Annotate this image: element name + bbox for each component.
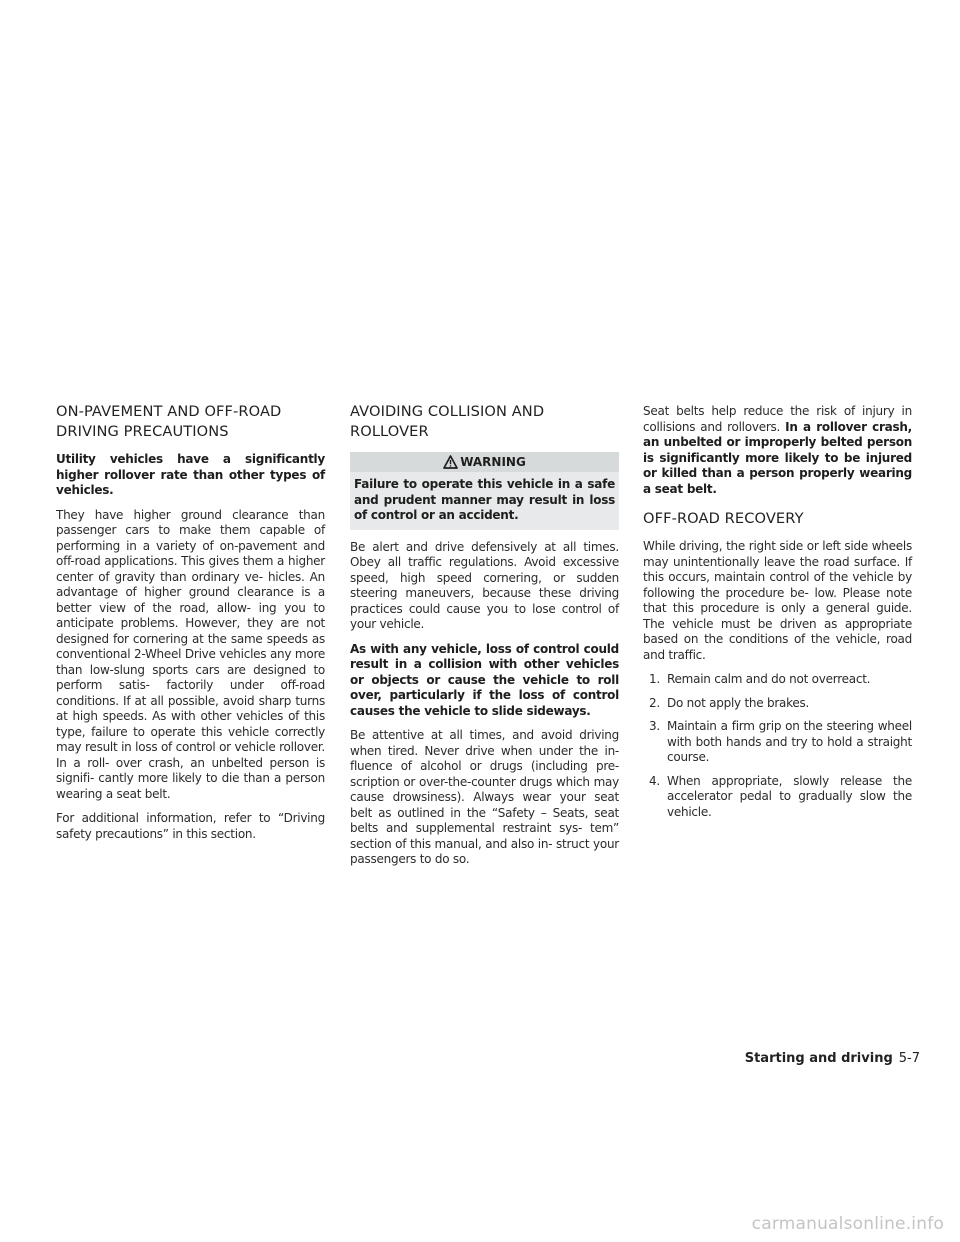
warning-box (350, 452, 619, 530)
section-heading-off-road-recovery: OFF-ROAD RECOVERY (643, 510, 804, 527)
list-item (643, 696, 912, 712)
step-number: 4. (649, 773, 660, 788)
column-1 (56, 402, 325, 851)
warning-triangle-icon (443, 455, 458, 469)
page-number: 5-7 (898, 1051, 920, 1066)
seatbelt-text: Seat belts help reduce the risk of injury in collisions and rollovers. (643, 404, 912, 434)
footer-section-title: Starting and driving (744, 1051, 893, 1066)
step-text: Maintain a firm grip on the steering wheel with both hands and try to hold a straight course. (667, 719, 912, 764)
body-paragraph: Be alert and drive defensively at all times. Obey all traffic regulations. Avoid excessive speed, high speed cornering, or sudden steering maneuvers, because these driving practices could cause you to lose control of your vehicle. (350, 539, 619, 631)
column-2 (350, 402, 619, 877)
section-heading-avoiding-collision: AVOIDING COLLISION AND ROLLOVER (350, 403, 545, 440)
seatbelt-paragraph (643, 404, 912, 497)
list-item (643, 672, 912, 688)
step-text: Remain calm and do not overreact. (667, 672, 871, 686)
warning-text: Failure to operate this vehicle in a safe and prudent manner may result in loss of control or an accident. (350, 472, 619, 530)
bold-paragraph: As with any vehicle, loss of control could result in a collision with other vehicles or objects or cause the vehicle to roll over, particularly if the loss of control causes the vehicle to slide sideways. (350, 641, 619, 718)
column-3 (643, 404, 912, 828)
section-heading-on-pavement: ON-PAVEMENT AND OFF-ROAD DRIVING PRECAUTIONS (56, 403, 282, 440)
body-paragraph: They have higher ground clearance than passenger cars to make them capable of performing in a variety of on-pavement and off-road applications. This gives them a higher center of gravity than ordinary ve- hicles. An advantage of higher ground clearance is a better view of the road, allow- ing you to anticipate problems. However, they are not designed for cornering at the same speeds as conventional 2-Wheel Drive vehicles any more than low-slung sports cars are designed to perform satis- factorily under off-road conditions. If at all possible, avoid sharp turns at high speeds. As with other vehicles of this type, failure to operate this vehicle correctly may result in loss of control or vehicle rollover. In a roll- over crash, an unbelted person is signifi- cantly more likely to die than a person wearing a seat belt. (56, 507, 325, 801)
body-paragraph: While driving, the right side or left side wheels may unintentionally leave the road surface. If this occurs, maintain control of the vehicle by following the procedure be- low. Please note that this procedure is only a general guide. The vehicle must be driven as appropriate based on the conditions of the vehicle, road and traffic. (643, 539, 912, 662)
list-item (643, 774, 912, 821)
recovery-steps-list (643, 672, 912, 820)
step-text: When appropriate, slowly release the accelerator pedal to gradually slow the vehicle. (667, 773, 912, 819)
step-number: 3. (649, 719, 660, 733)
body-paragraph: Be attentive at all times, and avoid driving when tired. Never drive when under the in- fluence of alcohol or drugs (including pre- scription or over-the-counter drugs which may cause drowsiness). Always wear your seat belt as outlined in the “Safety – Seats, seat belts and supplemental restraint sys- tem” section of this manual, and also in- struct your passengers to do so. (350, 728, 619, 866)
step-number: 2. (649, 695, 660, 710)
watermark: carmanualsonline.info (751, 1214, 944, 1234)
lead-paragraph: Utility vehicles have a significantly higher rollover rate than other types of vehicles. (56, 452, 325, 497)
page-footer (745, 1051, 920, 1066)
warning-label: WARNING (460, 455, 526, 469)
list-item (643, 719, 912, 766)
step-number: 1. (649, 672, 660, 686)
step-text: Do not apply the brakes. (667, 695, 810, 710)
seatbelt-bold-text: In a rollover crash, an unbelted or improperly belted person is significantly more likely to be injured or killed than a person properly wearing a seat belt. (643, 419, 912, 496)
body-paragraph: For additional information, refer to “Driving safety precautions” in this section. (56, 811, 325, 841)
warning-header (350, 452, 619, 472)
